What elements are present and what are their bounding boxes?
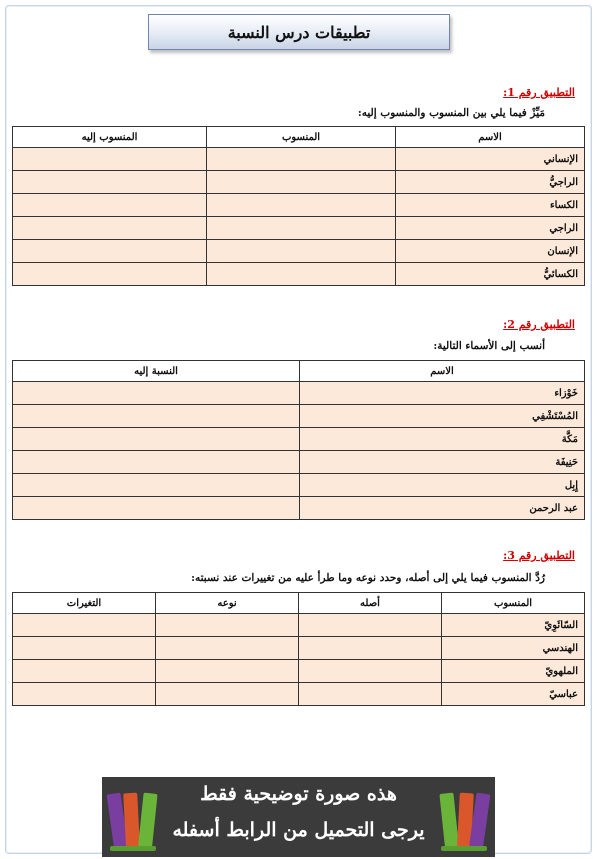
column-header: نوعه — [156, 593, 299, 614]
column-header: المنسوب إليه — [13, 127, 207, 148]
name-cell: خَوْزاء — [300, 382, 585, 405]
table-row — [13, 683, 585, 706]
answer-cell[interactable] — [156, 660, 299, 683]
answer-cell[interactable] — [299, 660, 442, 683]
table-row — [13, 614, 585, 637]
name-cell: عباسيّ — [442, 683, 585, 706]
name-cell: المُسْتَشْفِي — [300, 405, 585, 428]
answer-cell[interactable] — [13, 428, 300, 451]
name-cell: إِبِل — [300, 474, 585, 497]
answer-cell[interactable] — [13, 683, 156, 706]
watermark-banner — [102, 777, 495, 857]
table-row — [13, 240, 585, 263]
page-title: تطبيقات درس النسبة — [148, 14, 450, 50]
column-header: التغيرات — [13, 593, 156, 614]
column-header: المنسوب — [207, 127, 396, 148]
banner-line-2: يرجى التحميل من الرابط أسفله — [172, 819, 425, 841]
name-cell: الراجي — [396, 217, 585, 240]
table-row — [13, 428, 585, 451]
table-row — [13, 194, 585, 217]
answer-cell[interactable] — [156, 614, 299, 637]
column-header: أصله — [299, 593, 442, 614]
table-row — [13, 217, 585, 240]
name-cell: الكساء — [396, 194, 585, 217]
answer-cell[interactable] — [13, 148, 207, 171]
answer-cell[interactable] — [13, 194, 207, 217]
table-row — [13, 660, 585, 683]
column-header: النسبة إليه — [13, 361, 300, 382]
table-row — [13, 474, 585, 497]
answer-cell[interactable] — [13, 171, 207, 194]
answer-cell[interactable] — [207, 263, 396, 286]
name-cell: الملهويّ — [442, 660, 585, 683]
answer-cell[interactable] — [156, 683, 299, 706]
exercise-1-heading: التطبيق رقم 1: — [503, 86, 575, 99]
banner-line-1: هذه صورة توضيحية فقط — [200, 783, 397, 805]
column-header: الاسم — [396, 127, 585, 148]
answer-cell[interactable] — [13, 660, 156, 683]
answer-cell[interactable] — [13, 497, 300, 520]
name-cell: مَكَّة — [300, 428, 585, 451]
exercise-1-instruction: مَيِّزْ فيما يلي بين المنسوب والمنسوب إليه: — [357, 107, 545, 119]
table-row — [13, 148, 585, 171]
answer-cell[interactable] — [207, 171, 396, 194]
exercise-1-table — [12, 126, 585, 286]
name-cell: الكسائيُّ — [396, 263, 585, 286]
exercise-2-table — [12, 360, 585, 520]
answer-cell[interactable] — [13, 637, 156, 660]
answer-cell[interactable] — [13, 217, 207, 240]
name-cell: حَنِيفَة — [300, 451, 585, 474]
answer-cell[interactable] — [13, 474, 300, 497]
answer-cell[interactable] — [13, 451, 300, 474]
name-cell: الإنساني — [396, 148, 585, 171]
table-row — [13, 263, 585, 286]
answer-cell[interactable] — [207, 148, 396, 171]
name-cell: السّائَوِيّ — [442, 614, 585, 637]
table-row — [13, 171, 585, 194]
name-cell: الراجيُّ — [396, 171, 585, 194]
exercise-2-instruction: أنسب إلى الأسماء التالية: — [433, 340, 545, 352]
table-row — [13, 451, 585, 474]
answer-cell[interactable] — [13, 405, 300, 428]
answer-cell[interactable] — [13, 263, 207, 286]
answer-cell[interactable] — [299, 637, 442, 660]
answer-cell[interactable] — [207, 194, 396, 217]
name-cell: الإنسان — [396, 240, 585, 263]
exercise-3-table — [12, 592, 585, 706]
exercise-2-heading: التطبيق رقم 2: — [503, 318, 575, 331]
column-header: المنسوب — [442, 593, 585, 614]
table-row — [13, 497, 585, 520]
answer-cell[interactable] — [13, 614, 156, 637]
table-row — [13, 405, 585, 428]
name-cell: الهندسي — [442, 637, 585, 660]
answer-cell[interactable] — [13, 382, 300, 405]
table-row — [13, 382, 585, 405]
exercise-3-instruction: رُدَّ المنسوب فيما يلي إلى أصله، وحدد نوعه وما طرأ عليه من تغييرات عند نسبته: — [191, 572, 545, 584]
name-cell: عبد الرحمن — [300, 497, 585, 520]
books-icon — [439, 783, 489, 851]
answer-cell[interactable] — [13, 240, 207, 263]
column-header: الاسم — [300, 361, 585, 382]
answer-cell[interactable] — [156, 637, 299, 660]
exercise-3-heading: التطبيق رقم 3: — [503, 549, 575, 562]
answer-cell[interactable] — [207, 240, 396, 263]
answer-cell[interactable] — [299, 614, 442, 637]
books-icon — [108, 783, 158, 851]
answer-cell[interactable] — [207, 217, 396, 240]
table-row — [13, 637, 585, 660]
answer-cell[interactable] — [299, 683, 442, 706]
